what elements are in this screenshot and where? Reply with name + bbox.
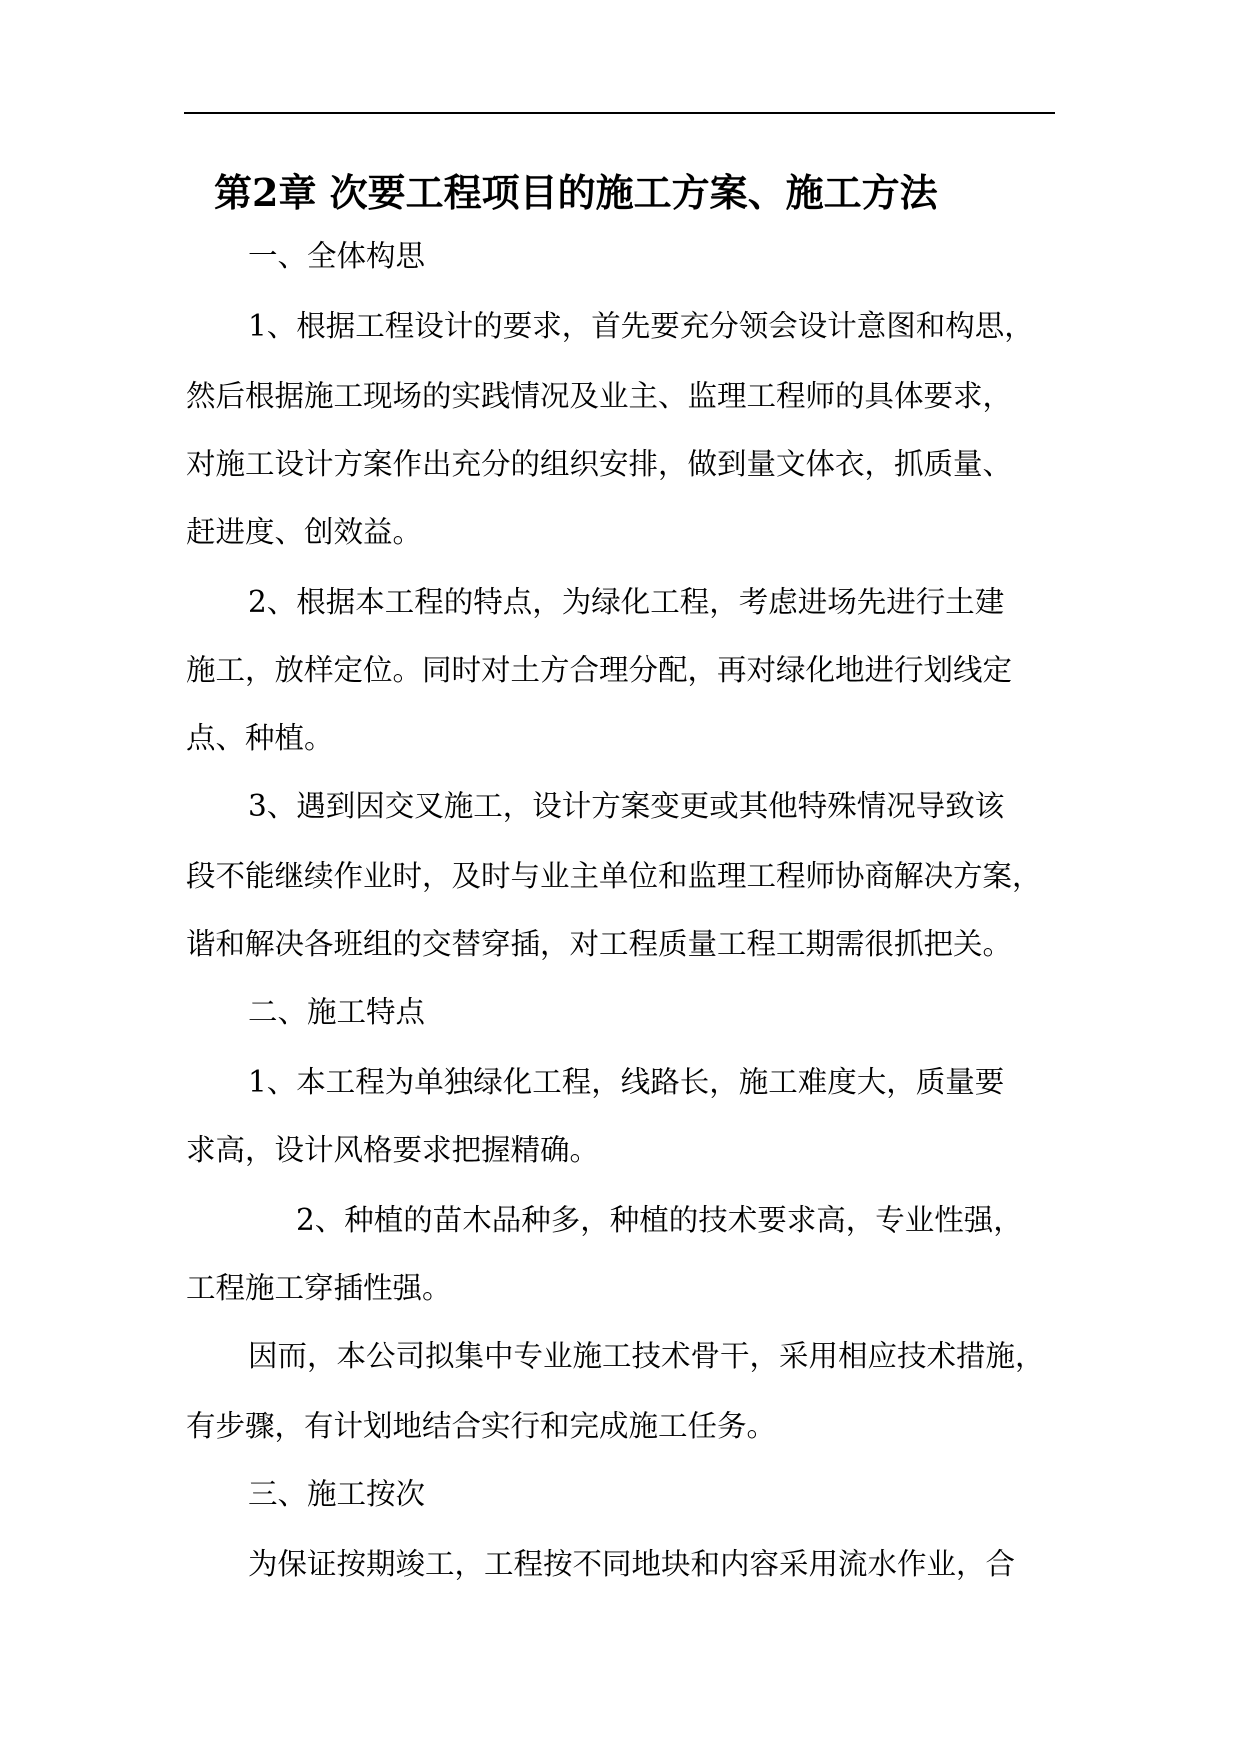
section-heading: 二、施工特点 [248, 995, 426, 1029]
paragraph-line: 1、本工程为单独绿化工程，线路长，施工难度大，质量要 [248, 1065, 1005, 1099]
section-heading: 三、施工按次 [248, 1477, 426, 1511]
paragraph-line: 施工，放样定位。同时对土方合理分配，再对绿化地进行划线定 [186, 653, 1013, 687]
paragraph-line: 对施工设计方案作出充分的组织安排，做到量文体衣，抓质量、 [186, 447, 1013, 481]
paragraph-line: 2、根据本工程的特点，为绿化工程，考虑进场先进行土建 [248, 585, 1005, 619]
paragraph-line: 为保证按期竣工，工程按不同地块和内容采用流水作业，合 [248, 1547, 1016, 1581]
paragraph-line: 1、根据工程设计的要求，首先要充分领会设计意图和构思， [248, 309, 1034, 343]
paragraph-line: 工程施工穿插性强。 [186, 1271, 452, 1305]
chapter-title: 第2章 次要工程项目的施工方案、施工方法 [214, 170, 938, 215]
paragraph-line: 谐和解决各班组的交替穿插，对工程质量工程工期需很抓把关。 [186, 927, 1013, 961]
paragraph-line: 求高，设计风格要求把握精确。 [186, 1133, 600, 1167]
paragraph-line: 赶进度、创效益。 [186, 515, 423, 549]
paragraph-line: 3、遇到因交叉施工，设计方案变更或其他特殊情况导致该 [248, 789, 1005, 823]
paragraph-line: 有步骤，有计划地结合实行和完成施工任务。 [186, 1409, 777, 1443]
paragraph-line: 因而，本公司拟集中专业施工技术骨干，采用相应技术措施， [248, 1339, 1045, 1373]
paragraph-line: 然后根据施工现场的实践情况及业主、监理工程师的具体要求， [186, 379, 1013, 413]
paragraph-line: 点、种植。 [186, 721, 334, 755]
paragraph-line: 2、种植的苗木品种多，种植的技术要求高，专业性强， [296, 1203, 1023, 1237]
section-heading: 一、全体构思 [248, 239, 426, 273]
header-rule [184, 112, 1055, 114]
paragraph-line: 段不能继续作业时，及时与业主单位和监理工程师协商解决方案， [186, 859, 1042, 893]
